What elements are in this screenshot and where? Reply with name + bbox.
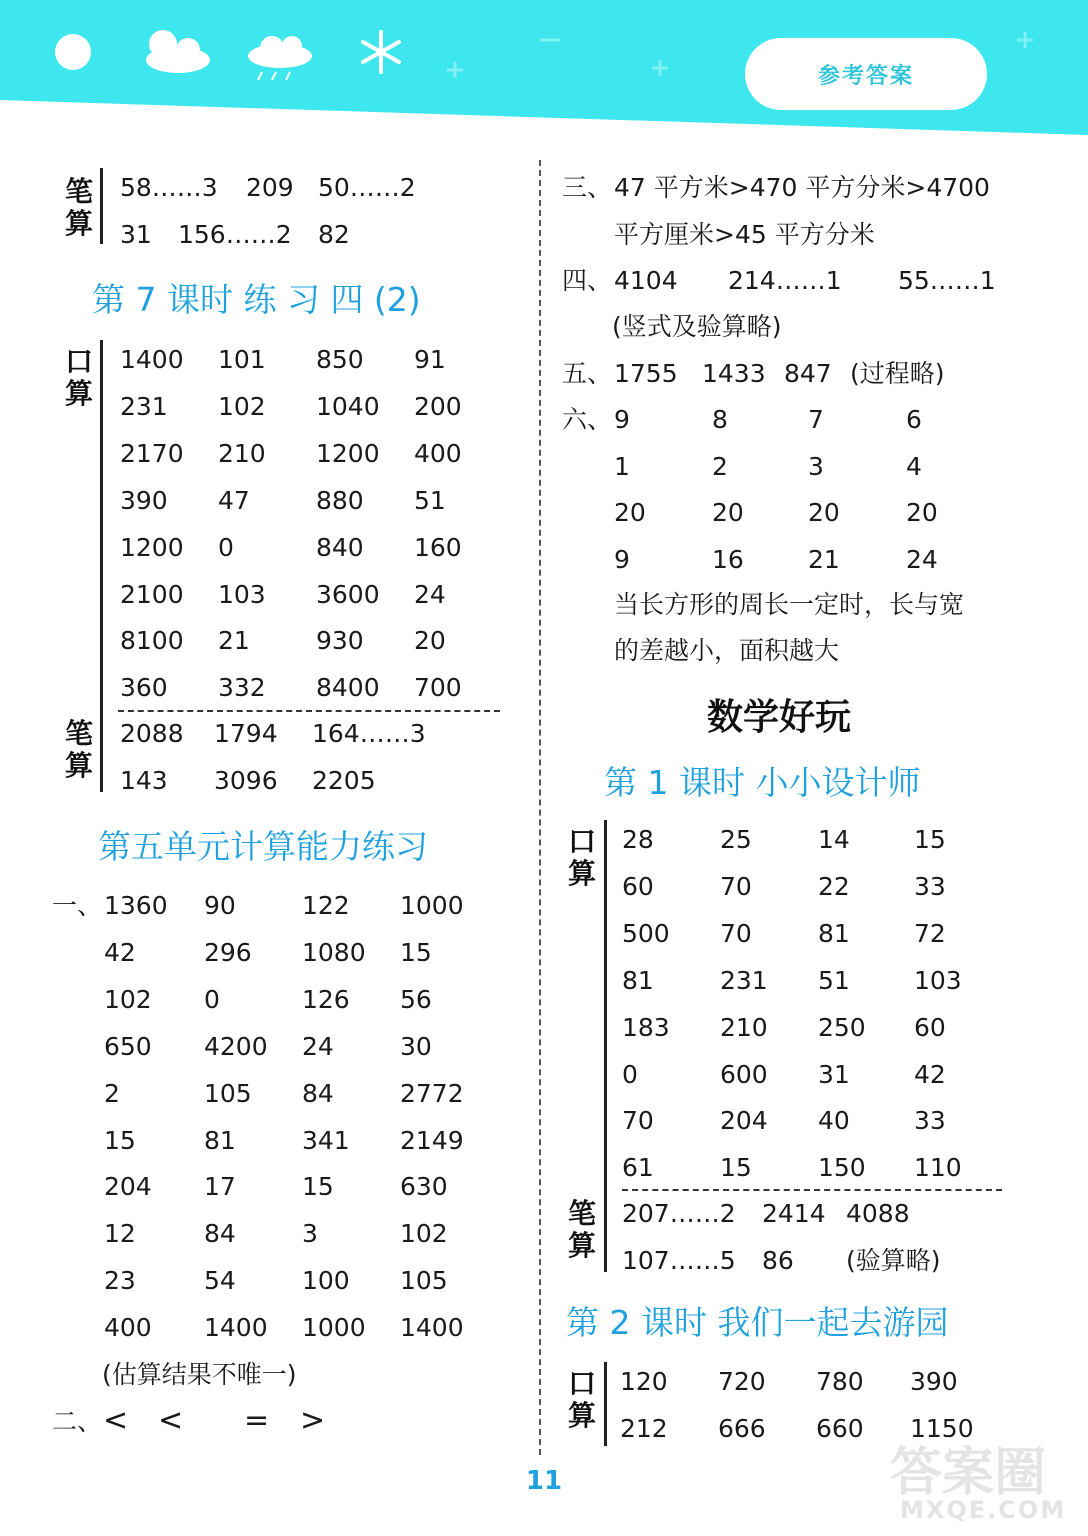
comparison-sign: < bbox=[103, 1403, 129, 1438]
answer-cell: 30 bbox=[400, 1031, 432, 1061]
answer-cell: 21 bbox=[218, 626, 250, 656]
answer-cell: 126 bbox=[302, 984, 350, 1014]
answer-cell: 50……2 bbox=[318, 173, 416, 202]
answer-cell: 103 bbox=[914, 965, 962, 995]
answer-cell: 81 bbox=[204, 1125, 236, 1155]
answer-cell: 360 bbox=[120, 673, 168, 703]
answer-cell: 20 bbox=[808, 498, 840, 527]
answer-cell: 107……5 bbox=[622, 1245, 736, 1275]
answer-cell: 0 bbox=[622, 1059, 638, 1089]
conclusion-line1: 当长方形的周长一定时，长与宽 bbox=[614, 590, 965, 619]
answer-cell: 400 bbox=[414, 438, 462, 468]
answer-cell: 1433 bbox=[702, 359, 766, 388]
answer-cell: 40 bbox=[818, 1106, 850, 1136]
answer-cell: 31 bbox=[120, 220, 152, 249]
answer-cell: 21 bbox=[808, 544, 840, 574]
answer-cell: 58……3 bbox=[120, 173, 218, 202]
sun-icon bbox=[55, 34, 91, 70]
answer-cell: 103 bbox=[218, 579, 266, 609]
answer-cell: 12 bbox=[104, 1219, 136, 1249]
answer-cell: 60 bbox=[914, 1012, 946, 1042]
lesson1-oral-tag: 口算 bbox=[567, 825, 596, 890]
answer-cell: 24 bbox=[906, 544, 938, 574]
answer-cell: 150 bbox=[818, 1153, 866, 1183]
answer-cell: 8400 bbox=[316, 673, 380, 703]
answer-cell: 0 bbox=[204, 984, 220, 1014]
lesson1-separator bbox=[622, 1189, 1002, 1191]
comparison-sign: = bbox=[244, 1403, 270, 1438]
answer-cell: 42 bbox=[104, 937, 136, 967]
top-written-tag: 笔算 bbox=[64, 175, 93, 240]
lesson7-written-tag: 笔算 bbox=[64, 717, 93, 782]
answer-cell: 60 bbox=[622, 871, 654, 901]
watermark-url: MXQE.COM bbox=[900, 1496, 1067, 1524]
answer-cell: 84 bbox=[204, 1219, 236, 1249]
answer-cell: 24 bbox=[302, 1031, 334, 1061]
answer-cell: 2149 bbox=[400, 1125, 464, 1155]
question-label: 一、 bbox=[52, 891, 103, 920]
answer-cell: 209 bbox=[246, 173, 294, 202]
answer-cell: 143 bbox=[120, 765, 168, 795]
page-number: 11 bbox=[525, 1466, 563, 1496]
lesson1-bar bbox=[604, 820, 607, 1272]
answer-cell: 930 bbox=[316, 626, 364, 656]
answer-cell: 3096 bbox=[214, 765, 278, 795]
answer-cell: 47 bbox=[218, 485, 250, 515]
answer-cell: 400 bbox=[104, 1313, 152, 1343]
unit5-title: 第五单元计算能力练习 bbox=[98, 827, 428, 866]
answer-cell: 840 bbox=[316, 532, 364, 562]
answer-cell: 2205 bbox=[312, 765, 376, 795]
answer-cell: 212 bbox=[620, 1413, 668, 1443]
answer-cell: 100 bbox=[302, 1266, 350, 1296]
answer-cell: 15 bbox=[104, 1125, 136, 1155]
answer-cell: 20 bbox=[414, 626, 446, 656]
answer-cell: 70 bbox=[622, 1106, 654, 1136]
lesson7-title: 第 7 课时 练 习 四 (2) bbox=[92, 280, 421, 319]
lesson7-oral-tag: 口算 bbox=[64, 345, 93, 410]
answer-cell: (验算略) bbox=[846, 1245, 941, 1275]
answer-cell: 1794 bbox=[214, 719, 278, 748]
answer-cell: 1400 bbox=[400, 1313, 464, 1343]
answer-cell: 847 bbox=[784, 359, 832, 388]
answer-cell: 17 bbox=[204, 1172, 236, 1202]
answer-cell: 296 bbox=[204, 937, 252, 967]
lesson2-bar bbox=[604, 1362, 607, 1446]
answer-cell: 1360 bbox=[104, 891, 168, 920]
answer-cell: 28 bbox=[622, 825, 654, 854]
answer-key-label: 参考答案 bbox=[817, 63, 914, 89]
answer-cell: 15 bbox=[400, 937, 432, 967]
answer-cell: 630 bbox=[400, 1172, 448, 1202]
answer-cell: 6 bbox=[906, 405, 922, 434]
question-label: 四、 bbox=[562, 266, 613, 295]
lesson7-separator bbox=[118, 710, 500, 712]
answer-cell: 4 bbox=[906, 451, 922, 481]
answer-cell: 200 bbox=[414, 391, 462, 421]
answer-cell: 25 bbox=[720, 825, 752, 854]
answer-cell: 1000 bbox=[400, 891, 464, 920]
answer-cell: 122 bbox=[302, 891, 350, 920]
answer-cell: 332 bbox=[218, 673, 266, 703]
answer-key-badge bbox=[745, 38, 987, 110]
answer-cell: 700 bbox=[414, 673, 462, 703]
answer-cell: 1040 bbox=[316, 391, 380, 421]
answer-cell: 2414 bbox=[762, 1199, 826, 1228]
answer-cell: 207……2 bbox=[622, 1199, 736, 1228]
answer-cell: 51 bbox=[414, 485, 446, 515]
answer-cell: 110 bbox=[914, 1153, 962, 1183]
answer-cell: 0 bbox=[218, 532, 234, 562]
answer-cell: 24 bbox=[414, 579, 446, 609]
answer-cell: 81 bbox=[818, 918, 850, 948]
answer-cell: 20 bbox=[614, 498, 646, 527]
answer-cell: 1 bbox=[614, 451, 630, 481]
comparison-sign: > bbox=[300, 1403, 326, 1438]
answer-cell: 4200 bbox=[204, 1031, 268, 1061]
answer-cell: 7 bbox=[808, 405, 824, 434]
question-label: 五、 bbox=[562, 359, 613, 388]
answer-cell: 3600 bbox=[316, 579, 380, 609]
answer-cell: 84 bbox=[302, 1078, 334, 1108]
answer-cell: 9 bbox=[614, 405, 630, 434]
lesson2-oral-tag: 口算 bbox=[567, 1367, 596, 1432]
answer-cell: 2 bbox=[104, 1078, 120, 1108]
answer-cell: 23 bbox=[104, 1266, 136, 1296]
answer-cell: 51 bbox=[818, 965, 850, 995]
answer-cell: 1400 bbox=[204, 1313, 268, 1343]
answer-cell: 160 bbox=[414, 532, 462, 562]
comparison-sign: < bbox=[158, 1403, 184, 1438]
answer-cell: 231 bbox=[120, 391, 168, 421]
watermark-logo: 答案圈 bbox=[890, 1443, 1047, 1503]
answer-cell: 3 bbox=[808, 451, 824, 481]
answer-cell: 81 bbox=[622, 965, 654, 995]
lesson7-bar bbox=[100, 340, 103, 792]
answer-cell: 8100 bbox=[120, 626, 184, 656]
answer-cell: 90 bbox=[204, 891, 236, 920]
question-label: 六、 bbox=[562, 405, 613, 434]
answer-cell: 4088 bbox=[846, 1199, 910, 1228]
answer-cell: 210 bbox=[720, 1012, 768, 1042]
answer-cell: 42 bbox=[914, 1059, 946, 1089]
lesson1-title: 第 1 课时 小小设计师 bbox=[604, 763, 921, 802]
answer-cell: 70 bbox=[720, 918, 752, 948]
answer-cell: 20 bbox=[712, 498, 744, 527]
verification-note: (竖式及验算略) bbox=[612, 312, 782, 341]
answer-cell: 650 bbox=[104, 1031, 152, 1061]
answer-cell: 2088 bbox=[120, 719, 184, 748]
answer-cell: 156……2 bbox=[178, 220, 292, 249]
answer-cell: 105 bbox=[204, 1078, 252, 1108]
answer-cell: 16 bbox=[712, 544, 744, 574]
answer-cell: 91 bbox=[414, 345, 446, 374]
area-comparison-line2: 平方厘米>45 平方分米 bbox=[614, 220, 875, 249]
answer-cell: 15 bbox=[302, 1172, 334, 1202]
answer-cell: 3 bbox=[302, 1219, 318, 1249]
fun-math-title: 数学好玩 bbox=[707, 697, 852, 738]
answer-cell: 22 bbox=[818, 871, 850, 901]
answer-cell: 1755 bbox=[614, 359, 678, 388]
lesson1-written-tag: 笔算 bbox=[567, 1197, 596, 1262]
answer-cell: 4104 bbox=[614, 266, 678, 295]
answer-cell: 390 bbox=[120, 485, 168, 515]
answer-cell: 880 bbox=[316, 485, 364, 515]
answer-cell: 102 bbox=[400, 1219, 448, 1249]
answer-cell: 204 bbox=[104, 1172, 152, 1202]
answer-cell: 210 bbox=[218, 438, 266, 468]
answer-cell: 1200 bbox=[120, 532, 184, 562]
answer-cell: 183 bbox=[622, 1012, 670, 1042]
area-comparison-line1: 47 平方米>470 平方分米>4700 bbox=[614, 173, 990, 202]
answer-cell: 101 bbox=[218, 345, 266, 374]
conclusion-line2: 的差越小，面积越大 bbox=[614, 636, 840, 665]
top-written-bar bbox=[100, 168, 103, 244]
answer-cell: 56 bbox=[400, 984, 432, 1014]
answer-cell: 8 bbox=[712, 405, 728, 434]
answer-cell: 720 bbox=[718, 1367, 766, 1396]
answer-cell: 55……1 bbox=[898, 266, 996, 295]
answer-cell: 15 bbox=[914, 825, 946, 854]
answer-cell: 102 bbox=[104, 984, 152, 1014]
answer-cell: 33 bbox=[914, 871, 946, 901]
answer-cell: 54 bbox=[204, 1266, 236, 1296]
answer-cell: 2170 bbox=[120, 438, 184, 468]
answer-cell: 14 bbox=[818, 825, 850, 854]
answer-cell: 1200 bbox=[316, 438, 380, 468]
answer-cell: 9 bbox=[614, 544, 630, 574]
answer-cell: 82 bbox=[318, 220, 350, 249]
answer-cell: 1080 bbox=[302, 937, 366, 967]
answer-cell: 390 bbox=[910, 1367, 958, 1396]
answer-cell: 666 bbox=[718, 1413, 766, 1443]
answer-cell: 164……3 bbox=[312, 719, 426, 748]
answer-cell: 20 bbox=[906, 498, 938, 527]
answer-cell: 204 bbox=[720, 1106, 768, 1136]
answer-cell: 600 bbox=[720, 1059, 768, 1089]
answer-cell: 1400 bbox=[120, 345, 184, 374]
answer-cell: 105 bbox=[400, 1266, 448, 1296]
column-divider bbox=[539, 160, 541, 1455]
answer-cell: 1150 bbox=[910, 1413, 974, 1443]
answer-cell: 31 bbox=[818, 1059, 850, 1089]
answer-cell: 70 bbox=[720, 871, 752, 901]
answer-cell: 86 bbox=[762, 1245, 794, 1275]
answer-cell: 72 bbox=[914, 918, 946, 948]
lesson2-title: 第 2 课时 我们一起去游园 bbox=[566, 1303, 949, 1342]
answer-cell: 33 bbox=[914, 1106, 946, 1136]
question-label: 二、 bbox=[52, 1407, 103, 1436]
answer-cell: 500 bbox=[622, 918, 670, 948]
answer-cell: 15 bbox=[720, 1153, 752, 1183]
answer-cell: 2 bbox=[712, 451, 728, 481]
answer-cell: 850 bbox=[316, 345, 364, 374]
estimate-note: (估算结果不唯一) bbox=[102, 1360, 297, 1389]
answer-cell: 214……1 bbox=[728, 266, 842, 295]
answer-cell: 1000 bbox=[302, 1313, 366, 1343]
answer-cell: 250 bbox=[818, 1012, 866, 1042]
answer-cell: 120 bbox=[620, 1367, 668, 1396]
answer-cell: 2772 bbox=[400, 1078, 464, 1108]
answer-cell: 61 bbox=[622, 1153, 654, 1183]
answer-cell: 780 bbox=[816, 1367, 864, 1396]
answer-cell: 2100 bbox=[120, 579, 184, 609]
answer-cell: 341 bbox=[302, 1125, 350, 1155]
answer-cell: 231 bbox=[720, 965, 768, 995]
process-note: (过程略) bbox=[850, 359, 945, 388]
answer-cell: 660 bbox=[816, 1413, 864, 1443]
answer-cell: 102 bbox=[218, 391, 266, 421]
question-label: 三、 bbox=[562, 173, 613, 202]
